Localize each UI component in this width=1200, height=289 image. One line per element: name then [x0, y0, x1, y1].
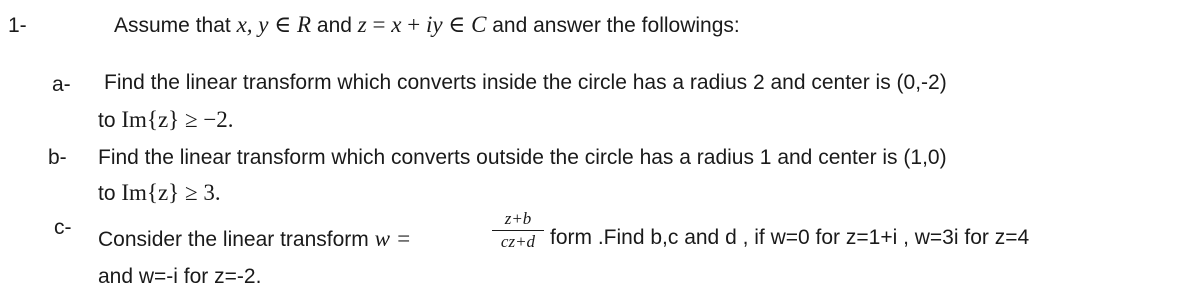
part-b-condition: Im{z} ≥ 3. — [121, 180, 221, 205]
part-c-line-1-start — [98, 226, 411, 252]
problem-number: 1- — [8, 14, 27, 37]
part-c-consider: Consider the linear transform — [98, 228, 375, 251]
part-b-line-1: Find the linear transform which converts outside the circle has a radius 1 and center is (1,0) — [98, 146, 947, 169]
intro-equals: = — [366, 12, 392, 37]
intro-math-C: C — [471, 12, 487, 37]
part-c-w-equals: w = — [374, 226, 412, 251]
problem-statement — [114, 12, 740, 38]
part-a-condition: Im{z} ≥ −2. — [121, 107, 234, 132]
fraction-denominator: cz+d — [500, 232, 536, 251]
fraction-bar — [492, 230, 544, 231]
intro-math-z: z — [357, 12, 367, 37]
part-b-to: to — [98, 182, 122, 205]
part-c-line-2: and w=-i for z=-2. — [98, 265, 262, 288]
intro-plus: + — [401, 12, 426, 37]
intro-in-2: ∈ — [442, 12, 472, 37]
part-c-line-1-end: form .Find b,c and d , if w=0 for z=1+i , w=3i for z=4 — [550, 226, 1030, 249]
part-b-label: b- — [48, 146, 67, 169]
intro-math-R: R — [297, 12, 312, 37]
intro-text-and: and — [311, 14, 358, 37]
part-b-line-2 — [98, 180, 221, 206]
part-a-to: to — [98, 109, 122, 132]
intro-math-x: x — [391, 12, 402, 37]
intro-math-xy: x, y — [236, 12, 269, 37]
intro-text-end: and answer the followings: — [486, 14, 740, 37]
fraction-numerator: z+b — [504, 209, 532, 228]
intro-text-1: Assume that — [114, 14, 237, 37]
part-a-line-1: Find the linear transform which converts inside the circle has a radius 2 and center is (0,-2) — [104, 71, 947, 94]
part-a-label: a- — [52, 73, 71, 96]
part-c-label: c- — [54, 216, 72, 239]
part-a-line-2 — [98, 107, 234, 133]
intro-in-1: ∈ — [268, 12, 298, 37]
intro-math-iy: iy — [425, 12, 443, 37]
transform-fraction — [492, 210, 544, 251]
